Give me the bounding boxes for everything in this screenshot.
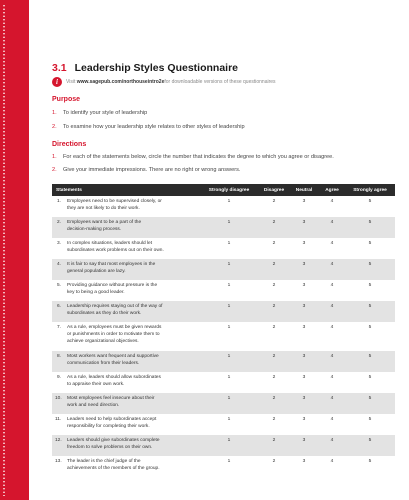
statement-text <box>64 259 199 280</box>
table-row <box>52 435 395 456</box>
info-line <box>52 77 276 87</box>
row-number: 13. <box>55 459 62 464</box>
statement-text <box>64 414 199 435</box>
rating-agree[interactable]: 4 <box>319 393 345 414</box>
statement-line: Most workers want frequent and supportive <box>67 354 159 359</box>
statement-text <box>64 322 199 351</box>
rating-disagree[interactable]: 2 <box>272 241 276 246</box>
rating-strongly-agree[interactable]: 5 <box>345 301 395 322</box>
rating-strongly-disagree[interactable]: 1 <box>227 241 231 246</box>
statement-line: to appraise their own work. <box>67 382 125 387</box>
directions-item-number: 1. <box>52 154 57 160</box>
table-row <box>52 456 395 477</box>
rating-disagree[interactable]: 2 <box>259 217 289 238</box>
rating-agree[interactable]: 4 <box>330 375 334 380</box>
rating-disagree[interactable]: 2 <box>272 283 276 288</box>
statement-line: As a rule, leaders should allow subordinates <box>67 375 161 380</box>
rating-disagree[interactable]: 2 <box>272 459 276 464</box>
statement-line: It is fair to say that most employees in the <box>67 262 156 267</box>
info-prefix: Visit <box>66 79 76 85</box>
statement-text <box>64 280 199 301</box>
rating-agree[interactable]: 4 <box>319 351 345 372</box>
rating-strongly-agree[interactable]: 5 <box>368 325 372 330</box>
statement-text <box>64 196 199 217</box>
rating-agree[interactable]: 4 <box>330 283 334 288</box>
header-neutral: Neutral <box>289 184 319 196</box>
rating-agree[interactable]: 4 <box>330 459 334 464</box>
section-number: 3.1 <box>52 62 67 74</box>
row-number: 9. <box>56 375 61 380</box>
directions-item-2 <box>52 167 240 173</box>
rating-neutral[interactable]: 3 <box>289 217 319 238</box>
rating-agree[interactable]: 4 <box>330 325 334 330</box>
rating-strongly-disagree[interactable]: 1 <box>199 393 259 414</box>
rating-neutral[interactable]: 3 <box>289 351 319 372</box>
rating-strongly-disagree[interactable]: 1 <box>227 325 231 330</box>
rating-strongly-disagree[interactable]: 1 <box>227 417 231 422</box>
header-strongly-disagree: Strongly disagree <box>199 184 259 196</box>
purpose-item-number: 1. <box>52 110 57 116</box>
statement-line: In complex situations, leaders should let <box>67 241 153 246</box>
rating-disagree[interactable]: 2 <box>259 435 289 456</box>
row-number: 10. <box>52 393 64 414</box>
purpose-item-text: To examine how your leadership style relates to other styles of leadership <box>63 124 245 130</box>
table-row <box>52 301 395 322</box>
statement-line: As a rule, employees must be given rewards <box>67 325 162 330</box>
header-disagree: Disagree <box>259 184 289 196</box>
rating-strongly-agree[interactable]: 5 <box>368 283 372 288</box>
rating-strongly-disagree[interactable]: 1 <box>227 375 231 380</box>
table-row <box>52 238 395 259</box>
page-title <box>52 62 238 74</box>
purpose-item-1 <box>52 110 147 116</box>
statement-line: or punishments in order to motivate them to <box>67 332 160 337</box>
rating-agree[interactable]: 4 <box>319 217 345 238</box>
table-row <box>52 393 395 414</box>
statement-line: key to being a good leader. <box>67 290 125 295</box>
rating-strongly-disagree[interactable]: 1 <box>227 199 231 204</box>
statement-line: subordinates work problems out on their own. <box>67 248 164 253</box>
directions-item-text: Give your immediate impressions. There are no right or wrong answers. <box>63 167 241 173</box>
rating-strongly-agree[interactable]: 5 <box>368 375 372 380</box>
rating-neutral[interactable]: 3 <box>302 459 306 464</box>
rating-strongly-disagree[interactable]: 1 <box>199 301 259 322</box>
rating-strongly-agree[interactable]: 5 <box>345 435 395 456</box>
table-header-row <box>52 184 395 196</box>
table-row <box>52 372 395 393</box>
rating-strongly-disagree[interactable]: 1 <box>199 351 259 372</box>
table-row <box>52 259 395 280</box>
purpose-item-number: 2. <box>52 124 57 130</box>
rating-disagree[interactable]: 2 <box>259 259 289 280</box>
rating-strongly-agree[interactable]: 5 <box>368 459 372 464</box>
rating-strongly-agree[interactable]: 5 <box>345 217 395 238</box>
rating-strongly-disagree[interactable]: 1 <box>199 259 259 280</box>
header-strongly-agree: Strongly agree <box>345 184 395 196</box>
rating-agree[interactable]: 4 <box>330 199 334 204</box>
row-number: 7. <box>56 325 61 330</box>
rating-disagree[interactable]: 2 <box>272 199 276 204</box>
directions-item-1 <box>52 154 334 160</box>
rating-neutral[interactable]: 3 <box>302 283 306 288</box>
questionnaire-table <box>52 184 395 477</box>
header-agree: Agree <box>319 184 345 196</box>
rating-strongly-disagree[interactable]: 1 <box>199 217 259 238</box>
statement-line: achievements of the members of the group. <box>67 466 160 471</box>
statement-line: Leadership requires staying out of the way of <box>67 304 163 309</box>
purpose-item-text: To identify your style of leadership <box>63 110 148 116</box>
rating-neutral[interactable]: 3 <box>302 325 306 330</box>
rating-agree[interactable]: 4 <box>330 241 334 246</box>
purpose-item-2 <box>52 124 245 130</box>
statement-text <box>64 217 199 238</box>
statement-line: freedom to solve problems on their own. <box>67 445 153 450</box>
rating-disagree[interactable]: 2 <box>259 301 289 322</box>
rating-neutral[interactable]: 3 <box>289 259 319 280</box>
rating-neutral[interactable]: 3 <box>302 199 306 204</box>
rating-disagree[interactable]: 2 <box>272 417 276 422</box>
statement-line: Most employees feel insecure about their <box>67 396 155 401</box>
row-number: 3. <box>56 241 61 246</box>
rating-neutral[interactable]: 3 <box>289 393 319 414</box>
rating-disagree[interactable]: 2 <box>259 393 289 414</box>
rating-neutral[interactable]: 3 <box>289 435 319 456</box>
header-statements: Statements <box>52 184 199 196</box>
statement-line: Employees need to be supervised closely, or <box>67 199 162 204</box>
directions-item-number: 2. <box>52 167 57 173</box>
info-url-link[interactable]: www.sagepub.com/northouseintro2e <box>76 79 165 85</box>
statement-line: Leaders should give subordinates complete <box>67 438 160 443</box>
table-row <box>52 322 395 351</box>
statement-text <box>64 301 199 322</box>
statement-text <box>64 456 199 477</box>
rating-strongly-disagree[interactable]: 1 <box>199 435 259 456</box>
rating-agree[interactable]: 4 <box>330 417 334 422</box>
purpose-heading: Purpose <box>52 96 81 103</box>
statement-line: subordinates as they do their work. <box>67 311 142 316</box>
rating-strongly-disagree[interactable]: 1 <box>227 283 231 288</box>
statement-line: The leader is the chief judge of the <box>67 459 141 464</box>
statement-line: Leaders need to help subordinates accept <box>67 417 157 422</box>
row-number: 12. <box>52 435 64 456</box>
statement-line: Providing guidance without pressure is the <box>67 283 158 288</box>
statement-line: work and need direction. <box>67 403 120 408</box>
rating-neutral[interactable]: 3 <box>302 241 306 246</box>
perforation-dots <box>3 4 5 496</box>
rating-agree[interactable]: 4 <box>319 435 345 456</box>
rating-strongly-agree[interactable]: 5 <box>368 241 372 246</box>
rating-strongly-agree[interactable]: 5 <box>368 199 372 204</box>
rating-neutral[interactable]: 3 <box>302 375 306 380</box>
statement-line: general population are lazy. <box>67 269 126 274</box>
statement-text <box>64 351 199 372</box>
row-number: 2. <box>52 217 64 238</box>
rating-disagree[interactable]: 2 <box>272 375 276 380</box>
statement-text <box>64 372 199 393</box>
row-number: 6. <box>52 301 64 322</box>
table-row <box>52 196 395 217</box>
row-number: 4. <box>52 259 64 280</box>
table-row <box>52 280 395 301</box>
rating-strongly-disagree[interactable]: 1 <box>227 459 231 464</box>
table-row <box>52 414 395 435</box>
red-margin-bar <box>0 0 29 500</box>
statement-line: Employees want to be a part of the <box>67 220 142 225</box>
info-suffix: for downloadable versions of these questionnaires <box>164 79 276 85</box>
rating-strongly-agree[interactable]: 5 <box>345 393 395 414</box>
directions-item-text: For each of the statements below, circle the number that indicates the degree to which you agree or disagree. <box>63 154 334 160</box>
statement-text <box>64 238 199 259</box>
rating-disagree[interactable]: 2 <box>272 325 276 330</box>
row-number: 1. <box>56 199 61 204</box>
statement-line: achieve organizational objectives. <box>67 339 139 344</box>
section-title: Leadership Styles Questionnaire <box>74 62 238 74</box>
rating-disagree[interactable]: 2 <box>259 351 289 372</box>
table-row <box>52 351 395 372</box>
info-icon: i <box>52 77 62 87</box>
rating-agree[interactable]: 4 <box>319 301 345 322</box>
rating-strongly-agree[interactable]: 5 <box>345 351 395 372</box>
row-number: 5. <box>56 283 61 288</box>
statement-text <box>64 435 199 456</box>
rating-neutral[interactable]: 3 <box>302 417 306 422</box>
statement-line: decision-making process. <box>67 227 122 232</box>
statement-line: communication from their leaders. <box>67 361 140 366</box>
directions-heading: Directions <box>52 141 87 148</box>
rating-neutral[interactable]: 3 <box>289 301 319 322</box>
statement-text <box>64 393 199 414</box>
rating-strongly-agree[interactable]: 5 <box>368 417 372 422</box>
row-number: 8. <box>52 351 64 372</box>
statement-line: responsibility for completing their work. <box>67 424 150 429</box>
row-number: 11. <box>55 417 62 422</box>
table-row <box>52 217 395 238</box>
rating-strongly-agree[interactable]: 5 <box>345 259 395 280</box>
statement-line: they are not likely to do their work. <box>67 206 140 211</box>
rating-agree[interactable]: 4 <box>319 259 345 280</box>
